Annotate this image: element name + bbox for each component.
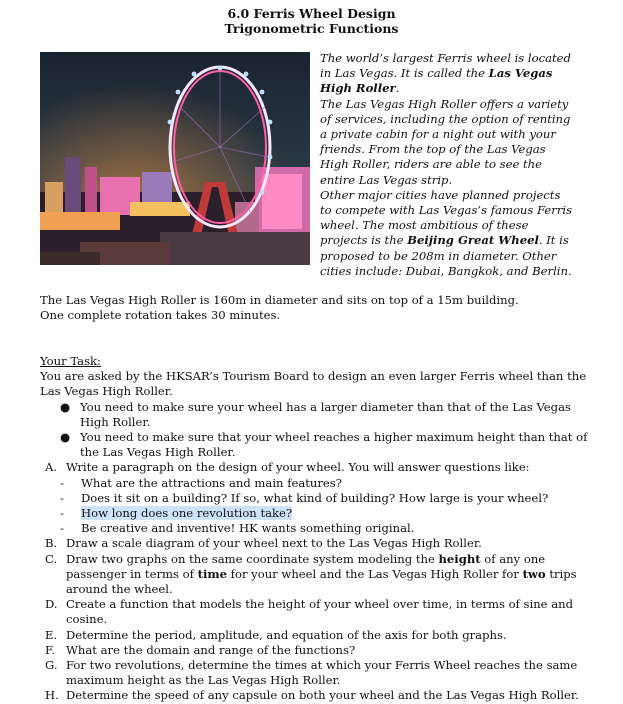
intro-paragraph-2: The Las Vegas High Roller offers a variety of services, including the option of renting a private cabin for a night out with your friends. From the top of the Las Vegas High Roller, riders are able to see the entire Las Vegas strip. (320, 96, 571, 187)
task-parts-list (40, 460, 600, 703)
intro-paragraph-1: The world’s largest Ferris wheel is located in Las Vegas. It is called the Las Vegas High Roller. (320, 51, 571, 96)
task-part-a: A. Write a paragraph on the design of your wheel. You will answer questions like: - What are the attractions and main features? - Does it sit on a building? If so, what kind of building? How large is your wheel? - How long does one revolution take? - Be creative and inventive! HK wants something original. (40, 460, 600, 536)
highlight-high-roller: Las Vegas High Roller (320, 66, 553, 96)
task-intro: You are asked by the HKSAR’s Tourism Board to design an even larger Ferris wheel than the Las Vegas High Roller. (40, 369, 587, 399)
intro-text (320, 51, 575, 279)
task-part-f: F. What are the domain and range of the functions? (45, 642, 356, 657)
fact-line-2: One complete rotation takes 30 minutes. (40, 308, 281, 323)
task-part-d: D. Create a function that models the height of your wheel over time, in terms of sine and cosine. (45, 597, 574, 627)
task-section (40, 354, 600, 704)
requirement-item: ● You need to make sure your wheel has a larger diameter than that of the Las Vegas High Roller. (60, 399, 571, 429)
task-part-c: C. Draw two graphs on the same coordinate system modeling the height of any one passenger in terms of time for your wheel and the Las Vegas High Roller for two trips around the wheel. (45, 551, 577, 597)
part-a-questions (60, 475, 600, 537)
high-roller-facts (40, 293, 600, 324)
task-part-b: B. Draw a scale diagram of your wheel next to the Las Vegas High Roller. (45, 536, 482, 551)
question-item: - How long does one revolution take? (60, 506, 293, 521)
task-part-e: E. Determine the period, amplitude, and equation of the axis for both graphs. (45, 627, 507, 642)
question-item: - Does it sit on a building? If so, what kind of building? How large is your wheel? (60, 490, 549, 505)
high-roller-photo (40, 52, 310, 265)
requirement-item: ● You need to make sure that your wheel reaches a higher maximum height than that of the Las Vegas High Roller. (60, 430, 588, 460)
intro-paragraph-3: Other major cities have planned projects to compete with Las Vegas’s famous Ferris wheel. The most ambitious of these projects is the Beijing Great Wheel. It is proposed to be 208m in diameter. Other cities include: Dubai, Bangkok, and Berlin. (320, 187, 573, 278)
bullet-icon: ● (60, 399, 71, 414)
question-item: - What are the attractions and main features? (60, 475, 342, 490)
task-part-h: H. Determine the speed of any capsule on both your wheel and the Las Vegas High Roller. (45, 688, 579, 703)
page-title: 6.0 Ferris Wheel Design (227, 6, 396, 21)
fact-line-1: The Las Vegas High Roller is 160m in diameter and sits on top of a 15m building. (40, 293, 519, 307)
requirements-list (40, 400, 600, 461)
task-heading: Your Task: (40, 354, 101, 368)
highlight-beijing-wheel: Beijing Great Wheel (407, 233, 539, 248)
task-part-g: G. For two revolutions, determine the times at which your Ferris Wheel reaches the same maximum height as the Las Vegas High Roller. (45, 658, 578, 688)
question-item: - Be creative and inventive! HK wants something original. (60, 521, 415, 536)
bullet-icon: ● (60, 430, 71, 445)
page-subtitle: Trigonometric Functions (224, 21, 399, 36)
